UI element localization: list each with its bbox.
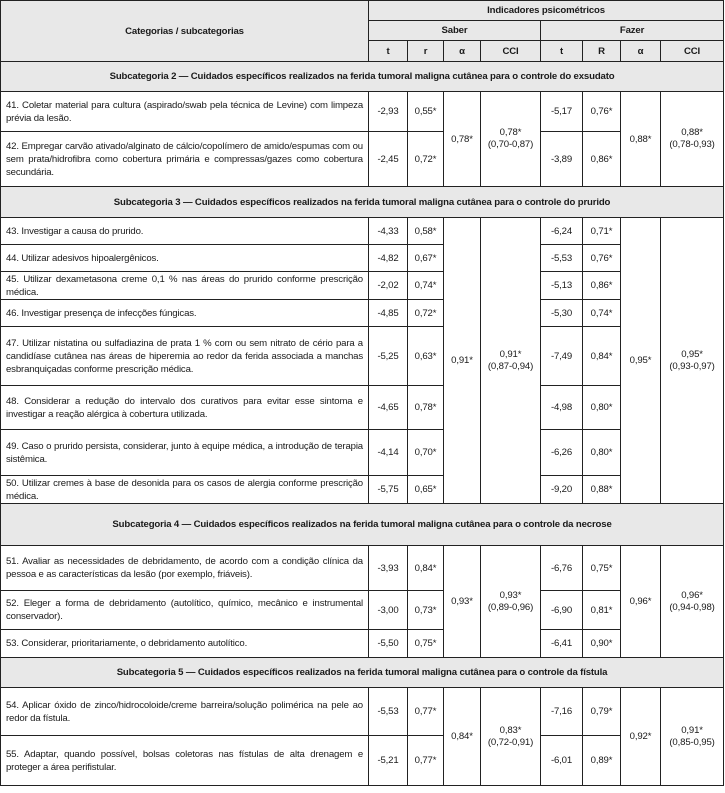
header-fazer: Fazer	[541, 21, 724, 41]
fazer-cci-value: 0,96*	[681, 589, 703, 601]
saber-r: 0,78*	[408, 386, 444, 430]
fazer-r: 0,80*	[583, 430, 621, 476]
fazer-cci-interval: (0,85-0,95)	[669, 736, 715, 748]
item-description: 41. Coletar material para cultura (aspirado/swab pela técnica de Levine) com limpeza prévia da lesão.	[1, 92, 369, 132]
item-description: 53. Considerar, prioritariamente, o debridamento autolítico.	[1, 630, 369, 658]
fazer-t: -5,13	[541, 272, 583, 300]
saber-r: 0,63*	[408, 327, 444, 386]
table-row	[1, 300, 724, 327]
table-row	[1, 132, 724, 187]
table-row	[1, 591, 724, 630]
saber-cci	[481, 218, 541, 504]
item-description: 43. Investigar a causa do prurido.	[1, 218, 369, 245]
subcategory-title: Subcategoria 4 — Cuidados específicos realizados na ferida tumoral maligna cutânea para o controle da necrose	[1, 504, 724, 546]
fazer-r: 0,79*	[583, 688, 621, 736]
saber-alpha: 0,84*	[444, 688, 481, 786]
fazer-r: 0,84*	[583, 327, 621, 386]
item-description: 49. Caso o prurido persista, considerar, junto à equipe médica, a introdução de terapia sistêmica.	[1, 430, 369, 476]
table-row	[1, 546, 724, 591]
table-row	[1, 386, 724, 430]
saber-r: 0,70*	[408, 430, 444, 476]
saber-cci-interval: (0,89-0,96)	[487, 601, 534, 613]
saber-t: -4,14	[369, 430, 408, 476]
fazer-t: -3,89	[541, 132, 583, 187]
fazer-r: 0,90*	[583, 630, 621, 658]
fazer-alpha: 0,95*	[621, 218, 661, 504]
saber-cci-interval: (0,87-0,94)	[487, 360, 534, 372]
saber-t: -4,65	[369, 386, 408, 430]
table-row	[1, 92, 724, 132]
item-description: 51. Avaliar as necessidades de debridamento, de acordo com a condição clínica da pessoa e as características da lesão (por exemplo, friáveis).	[1, 546, 369, 591]
fazer-cci-value: 0,95*	[681, 348, 703, 360]
item-description: 52. Eleger a forma de debridamento (autolítico, químico, mecânico e instrumental conservador).	[1, 591, 369, 630]
saber-t: -5,25	[369, 327, 408, 386]
saber-cci-value: 0,91*	[499, 348, 522, 360]
fazer-cci-interval: (0,78-0,93)	[669, 139, 715, 150]
item-description: 55. Adaptar, quando possível, bolsas coletoras nas fístulas de alta drenagem e proteger a área perifistular.	[1, 736, 369, 786]
fazer-t: -5,17	[541, 92, 583, 132]
table-row	[1, 327, 724, 386]
fazer-cci-interval: (0,94-0,98)	[669, 601, 715, 613]
saber-r: 0,77*	[408, 736, 444, 786]
fazer-t: -6,24	[541, 218, 583, 245]
fazer-t: -6,76	[541, 546, 583, 591]
saber-t: -4,82	[369, 245, 408, 272]
fazer-r: 0,75*	[583, 546, 621, 591]
header-col-r: R	[583, 41, 621, 62]
subcategory-row	[1, 504, 724, 546]
saber-t: -5,53	[369, 688, 408, 736]
subcategory-title: Subcategoria 5 — Cuidados específicos realizados na ferida tumoral maligna cutânea para o controle da fístula	[1, 658, 724, 688]
fazer-cci	[661, 688, 724, 786]
fazer-cci	[661, 218, 724, 504]
fazer-r: 0,76*	[583, 92, 621, 132]
saber-r: 0,67*	[408, 245, 444, 272]
header-indicators: Indicadores psicométricos	[369, 1, 724, 21]
header-col-cci: CCI	[481, 41, 541, 62]
saber-t: -3,00	[369, 591, 408, 630]
saber-t: -3,93	[369, 546, 408, 591]
table-row	[1, 736, 724, 786]
saber-r: 0,75*	[408, 630, 444, 658]
saber-t: -4,33	[369, 218, 408, 245]
item-description: 48. Considerar a redução do intervalo dos curativos para evitar esse sintoma e investigar a reação alérgica à cobertura utilizada.	[1, 386, 369, 430]
saber-cci	[481, 92, 541, 187]
fazer-r: 0,88*	[583, 476, 621, 504]
fazer-t: -7,49	[541, 327, 583, 386]
saber-r: 0,72*	[408, 132, 444, 187]
fazer-t: -5,30	[541, 300, 583, 327]
fazer-cci-value: 0,88*	[681, 127, 703, 138]
saber-alpha: 0,78*	[444, 92, 481, 187]
saber-t: -2,45	[369, 132, 408, 187]
fazer-t: -6,26	[541, 430, 583, 476]
table-row	[1, 688, 724, 736]
saber-alpha: 0,91*	[444, 218, 481, 504]
saber-r: 0,77*	[408, 688, 444, 736]
header-col-cci: CCI	[661, 41, 724, 62]
fazer-r: 0,89*	[583, 736, 621, 786]
fazer-t: -9,20	[541, 476, 583, 504]
fazer-cci-interval: (0,93-0,97)	[669, 360, 715, 372]
header-col-alpha: α	[621, 41, 661, 62]
saber-cci-interval: (0,70-0,87)	[487, 139, 534, 150]
fazer-alpha: 0,96*	[621, 546, 661, 658]
table-row	[1, 476, 724, 504]
fazer-r: 0,71*	[583, 218, 621, 245]
saber-t: -4,85	[369, 300, 408, 327]
saber-t: -2,93	[369, 92, 408, 132]
item-description: 54. Aplicar óxido de zinco/hidrocoloide/creme barreira/solução polimérica na pele ao redor da fístula.	[1, 688, 369, 736]
item-description: 42. Empregar carvão ativado/alginato de cálcio/copolímero de amido/espumas com ou sem prata/hidrofibra como cobertura primária e compressas/gazes como cobertura secundária.	[1, 132, 369, 187]
saber-cci	[481, 546, 541, 658]
saber-r: 0,73*	[408, 591, 444, 630]
table-row	[1, 245, 724, 272]
item-description: 50. Utilizar cremes à base de desonida para os casos de alergia conforme prescrição médica.	[1, 476, 369, 504]
fazer-t: -6,90	[541, 591, 583, 630]
subcategory-row	[1, 658, 724, 688]
header-col-t: t	[369, 41, 408, 62]
fazer-t: -4,98	[541, 386, 583, 430]
subcategory-row	[1, 187, 724, 218]
fazer-t: -7,16	[541, 688, 583, 736]
saber-t: -5,75	[369, 476, 408, 504]
fazer-r: 0,74*	[583, 300, 621, 327]
fazer-r: 0,76*	[583, 245, 621, 272]
fazer-alpha: 0,88*	[621, 92, 661, 187]
table-row	[1, 272, 724, 300]
subcategory-title: Subcategoria 3 — Cuidados específicos realizados na ferida tumoral maligna cutânea para o controle do prurido	[1, 187, 724, 218]
fazer-r: 0,86*	[583, 272, 621, 300]
saber-t: -5,50	[369, 630, 408, 658]
item-description: 46. Investigar presença de infecções fúngicas.	[1, 300, 369, 327]
saber-r: 0,84*	[408, 546, 444, 591]
subcategory-row	[1, 62, 724, 92]
saber-cci-value: 0,83*	[499, 724, 522, 736]
table-row	[1, 430, 724, 476]
fazer-t: -6,01	[541, 736, 583, 786]
fazer-cci	[661, 92, 724, 187]
fazer-r: 0,86*	[583, 132, 621, 187]
saber-cci-value: 0,78*	[499, 127, 522, 138]
header-saber: Saber	[369, 21, 541, 41]
fazer-alpha: 0,92*	[621, 688, 661, 786]
saber-cci-value: 0,93*	[499, 589, 522, 601]
table-row	[1, 630, 724, 658]
table-row	[1, 218, 724, 245]
saber-r: 0,72*	[408, 300, 444, 327]
saber-r: 0,58*	[408, 218, 444, 245]
saber-alpha: 0,93*	[444, 546, 481, 658]
header-col-r: r	[408, 41, 444, 62]
saber-t: -2,02	[369, 272, 408, 300]
item-description: 45. Utilizar dexametasona creme 0,1 % nas áreas do prurido conforme prescrição médica.	[1, 272, 369, 300]
saber-t: -5,21	[369, 736, 408, 786]
saber-cci	[481, 688, 541, 786]
fazer-r: 0,81*	[583, 591, 621, 630]
saber-r: 0,74*	[408, 272, 444, 300]
fazer-t: -5,53	[541, 245, 583, 272]
saber-cci-interval: (0,72-0,91)	[487, 736, 534, 748]
header-categories: Categorias / subcategorias	[1, 1, 369, 62]
fazer-cci-value: 0,91*	[681, 724, 703, 736]
saber-r: 0,65*	[408, 476, 444, 504]
header-col-alpha: α	[444, 41, 481, 62]
header-col-t: t	[541, 41, 583, 62]
fazer-cci	[661, 546, 724, 658]
item-description: 47. Utilizar nistatina ou sulfadiazina de prata 1 % com ou sem nitrato de cério para a candidíase cutânea nas áreas de hiperemia ao redor da ferida associada a manchas esbranquiçadas conforme prescrição médica.	[1, 327, 369, 386]
subcategory-title: Subcategoria 2 — Cuidados específicos realizados na ferida tumoral maligna cutânea para o controle do exsudato	[1, 62, 724, 92]
item-description: 44. Utilizar adesivos hipoalergênicos.	[1, 245, 369, 272]
fazer-r: 0,80*	[583, 386, 621, 430]
fazer-t: -6,41	[541, 630, 583, 658]
saber-r: 0,55*	[408, 92, 444, 132]
